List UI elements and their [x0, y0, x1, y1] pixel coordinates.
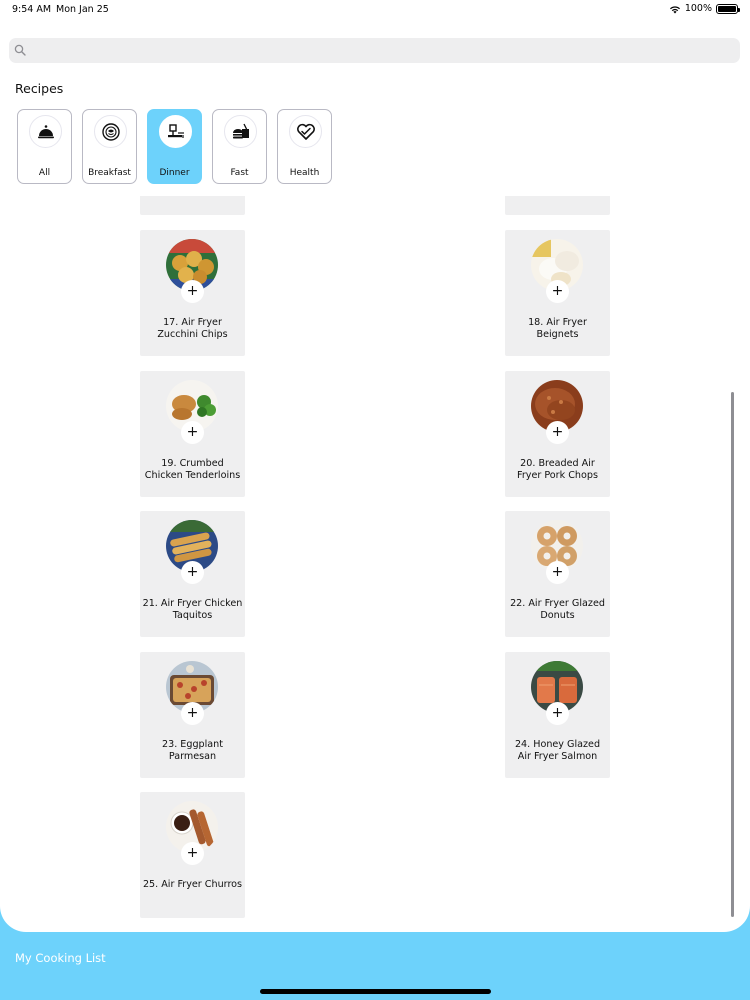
category-bar — [17, 109, 332, 184]
battery-percent: 100% — [684, 3, 712, 14]
category-label: All — [38, 168, 51, 178]
status-time: 9:54 AM — [12, 4, 52, 15]
section-title: Recipes — [15, 81, 64, 96]
recipe-name: 24. Honey Glazed Air Fryer Salmon — [514, 739, 601, 762]
recipe-card[interactable] — [505, 652, 610, 778]
recipe-name: 20. Breaded Air Fryer Pork Chops — [517, 458, 598, 481]
dinner-tray-icon — [166, 122, 186, 142]
add-to-list-button[interactable]: + — [181, 561, 204, 584]
status-bar — [0, 0, 750, 20]
add-to-list-button[interactable]: + — [546, 280, 569, 303]
category-breakfast[interactable] — [82, 109, 137, 184]
recipe-card-partial[interactable] — [505, 196, 610, 215]
recipe-grid — [0, 196, 750, 932]
cloche-icon — [36, 122, 56, 142]
add-to-list-button[interactable]: + — [546, 421, 569, 444]
recipe-card[interactable] — [505, 230, 610, 356]
recipe-name: 17. Air Fryer Zucchini Chips — [157, 317, 228, 340]
recipe-card[interactable] — [140, 230, 245, 356]
recipe-card[interactable] — [140, 511, 245, 637]
recipe-name: 21. Air Fryer Chicken Taquitos — [142, 598, 243, 621]
search-bar[interactable] — [9, 38, 740, 63]
category-health[interactable] — [277, 109, 332, 184]
category-all[interactable] — [17, 109, 72, 184]
add-to-list-button[interactable]: + — [181, 280, 204, 303]
battery-icon — [716, 4, 738, 14]
recipe-name: 22. Air Fryer Glazed Donuts — [510, 598, 605, 621]
add-to-list-button[interactable]: + — [181, 842, 204, 865]
category-label: Fast — [230, 168, 249, 178]
wifi-icon — [669, 4, 681, 14]
health-heart-icon — [296, 122, 316, 142]
scrollbar[interactable] — [731, 392, 734, 917]
home-indicator — [260, 989, 491, 994]
add-to-list-button[interactable]: + — [181, 702, 204, 725]
recipe-name: 18. Air Fryer Beignets — [528, 317, 587, 340]
my-cooking-list-tab[interactable]: My Cooking List — [15, 951, 106, 965]
status-indicators — [669, 3, 738, 14]
recipe-card[interactable] — [140, 371, 245, 497]
category-label: Breakfast — [88, 168, 131, 178]
recipe-name: 25. Air Fryer Churros — [142, 879, 243, 890]
category-dinner[interactable] — [147, 109, 202, 184]
recipe-card-partial[interactable] — [140, 196, 245, 215]
category-label: Health — [289, 168, 320, 178]
category-fast[interactable] — [212, 109, 267, 184]
recipe-card[interactable] — [140, 792, 245, 918]
fast-food-icon — [231, 122, 251, 142]
add-to-list-button[interactable]: + — [181, 421, 204, 444]
recipe-name: 19. Crumbed Chicken Tenderloins — [144, 458, 241, 481]
add-to-list-button[interactable]: + — [546, 702, 569, 725]
recipe-card[interactable] — [505, 371, 610, 497]
recipe-card[interactable] — [505, 511, 610, 637]
search-icon — [14, 44, 26, 56]
recipe-name: 23. Eggplant Parmesan — [161, 739, 224, 762]
status-date: Mon Jan 25 — [56, 4, 109, 15]
search-input[interactable] — [31, 38, 731, 63]
plate-icon — [101, 122, 121, 142]
recipe-card[interactable] — [140, 652, 245, 778]
add-to-list-button[interactable]: + — [546, 561, 569, 584]
category-label: Dinner — [159, 168, 190, 178]
